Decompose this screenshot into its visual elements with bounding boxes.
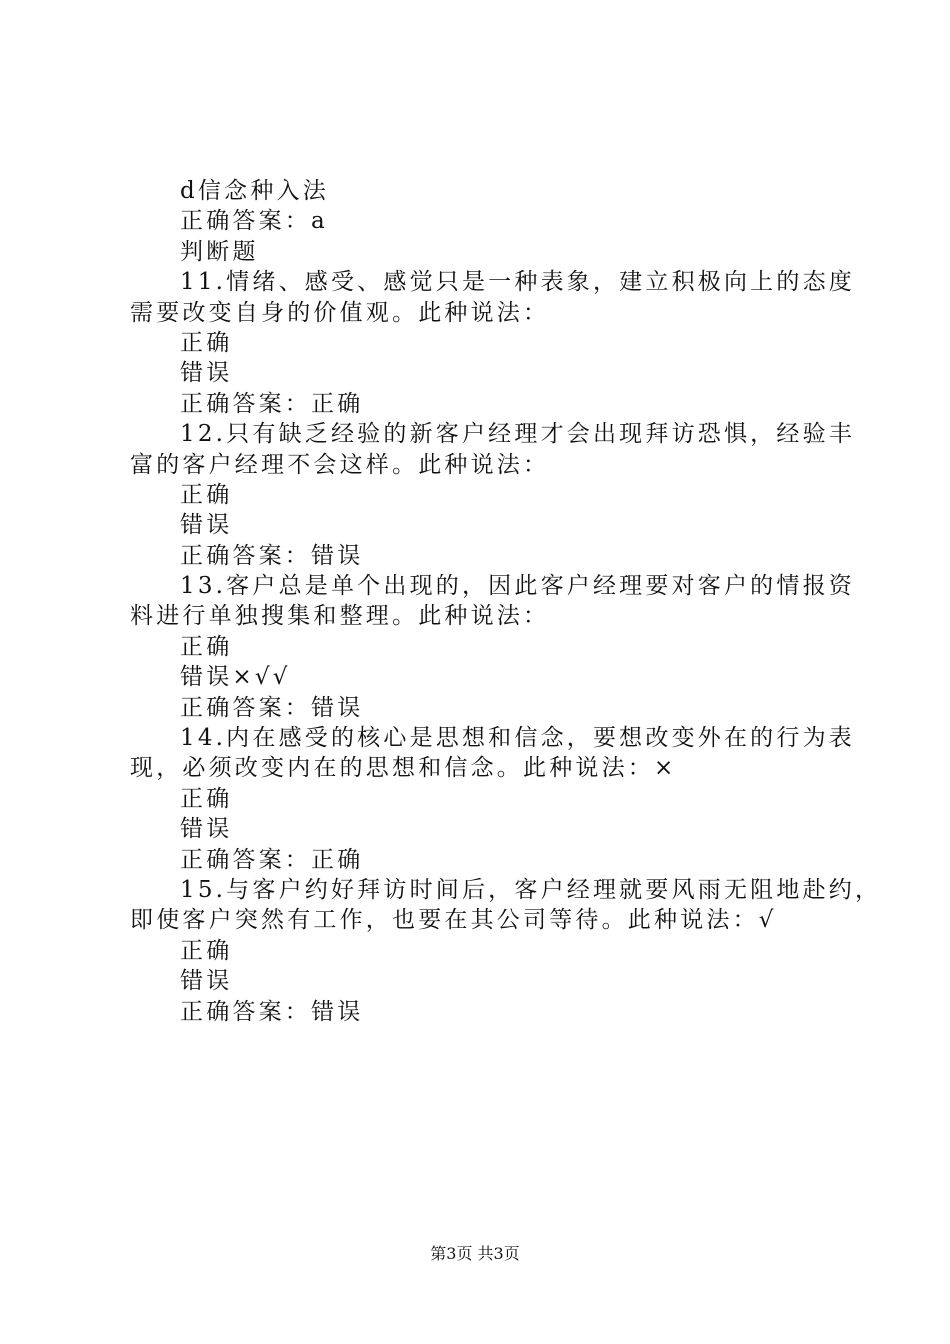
answer-line: 正确答案：错误 [180, 998, 364, 1025]
question-line: 13.客户总是单个出现的，因此客户经理要对客户的情报资 [180, 573, 855, 600]
question-line-continued: 料进行单独搜集和整理。此种说法： [130, 603, 550, 630]
answer-line: 正确答案：错误 [180, 542, 364, 569]
page-footer: 第3页 共3页 [430, 1244, 520, 1263]
document-body [130, 176, 882, 1027]
answer-line: 正确答案：a [180, 208, 328, 235]
answer-line: 正确答案：正确 [180, 846, 364, 873]
option-line: 错误 [180, 968, 233, 995]
option-line: 正确 [180, 937, 233, 964]
answer-line: 正确答案：错误 [180, 694, 364, 721]
option-line: d信念种入法 [180, 178, 329, 204]
question-line-continued: 需要改变自身的价值观。此种说法： [130, 299, 550, 326]
question-line: 15.与客户约好拜访时间后，客户经理就要风雨无阻地赴约， [180, 876, 882, 903]
answer-line: 正确答案：正确 [180, 390, 364, 417]
option-line: 错误×√√ [180, 664, 291, 691]
option-line: 正确 [180, 329, 233, 356]
question-line: 14.内在感受的核心是思想和信念，要想改变外在的行为表 [180, 725, 855, 752]
option-line: 错误 [180, 816, 233, 843]
section-heading: 判断题 [180, 238, 259, 265]
option-line: 错误 [180, 360, 233, 387]
question-line-continued: 现，必须改变内在的思想和信念。此种说法：× [130, 755, 677, 782]
option-line: 正确 [180, 633, 233, 660]
question-line: 11.情绪、感受、感觉只是一种表象，建立积极向上的态度 [180, 269, 855, 296]
option-line: 正确 [180, 481, 233, 508]
question-line: 12.只有缺乏经验的新客户经理才会出现拜访恐惧，经验丰 [180, 421, 855, 448]
option-line: 错误 [180, 512, 233, 539]
question-line-continued: 富的客户经理不会这样。此种说法： [130, 451, 550, 478]
question-line-continued: 即使客户突然有工作，也要在其公司等待。此种说法：√ [130, 907, 777, 934]
option-line: 正确 [180, 785, 233, 812]
